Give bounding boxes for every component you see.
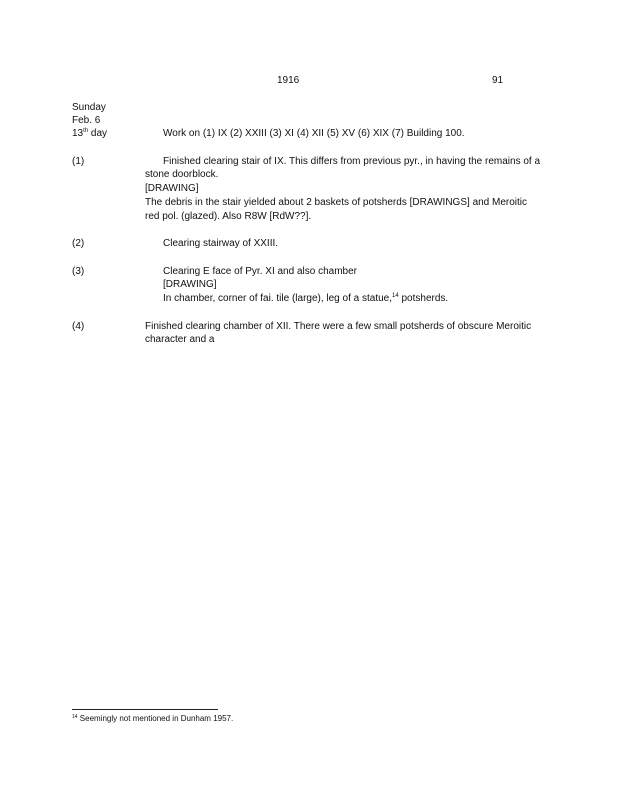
entry-text-line: Finished clearing stair of IX. This differs from previous pyr., in having the remains of a xyxy=(163,156,541,167)
footnote-number: 14 xyxy=(72,714,78,720)
day-suffix: th xyxy=(83,128,89,134)
footnote xyxy=(72,713,233,724)
entry-text-line: Clearing E face of Pyr. XI and also chamber xyxy=(163,266,357,277)
entry-label: (4) xyxy=(72,321,85,332)
entry-text-line: character and a xyxy=(145,334,215,345)
footnote-reference[interactable]: 14 xyxy=(392,293,399,299)
weekday: Sunday xyxy=(72,102,106,113)
date: Feb. 6 xyxy=(72,115,101,126)
entry-text: potsherds. xyxy=(398,293,449,304)
entry-text-line: [DRAWING] xyxy=(163,279,217,290)
entry-text-line: stone doorblock. xyxy=(145,169,219,180)
footnote-divider xyxy=(72,709,218,710)
entry-label: (2) xyxy=(72,238,85,249)
entry-text-line: Finished clearing chamber of XII. There were a few small potsherds of obscure Meroitic xyxy=(145,321,532,332)
entry-text-line: red pol. (glazed). Also R8W [RdW??]. xyxy=(145,211,312,222)
entry-text-line: Clearing stairway of XXIII. xyxy=(163,238,279,249)
entry-text-line: The debris in the stair yielded about 2 baskets of potsherds [DRAWINGS] and Meroitic xyxy=(145,197,528,208)
day-word: day xyxy=(90,128,108,139)
entry-text-line: [DRAWING] xyxy=(145,183,199,194)
entry-label: (1) xyxy=(72,156,85,167)
page-number: 91 xyxy=(492,75,504,86)
entry-text-line xyxy=(163,292,448,305)
entry-text: In chamber, corner of fai. tile (large), leg of a statue, xyxy=(163,293,393,304)
day-label xyxy=(72,127,107,140)
entry-label: (3) xyxy=(72,266,85,277)
footnote-text: Seemingly not mentioned in Dunham 1957. xyxy=(77,714,234,723)
work-summary: Work on (1) IX (2) XXIII (3) XI (4) XII (5) XV (6) XIX (7) Building 100. xyxy=(163,128,465,139)
header-year: 1916 xyxy=(277,75,300,86)
day-number: 13 xyxy=(72,128,84,139)
